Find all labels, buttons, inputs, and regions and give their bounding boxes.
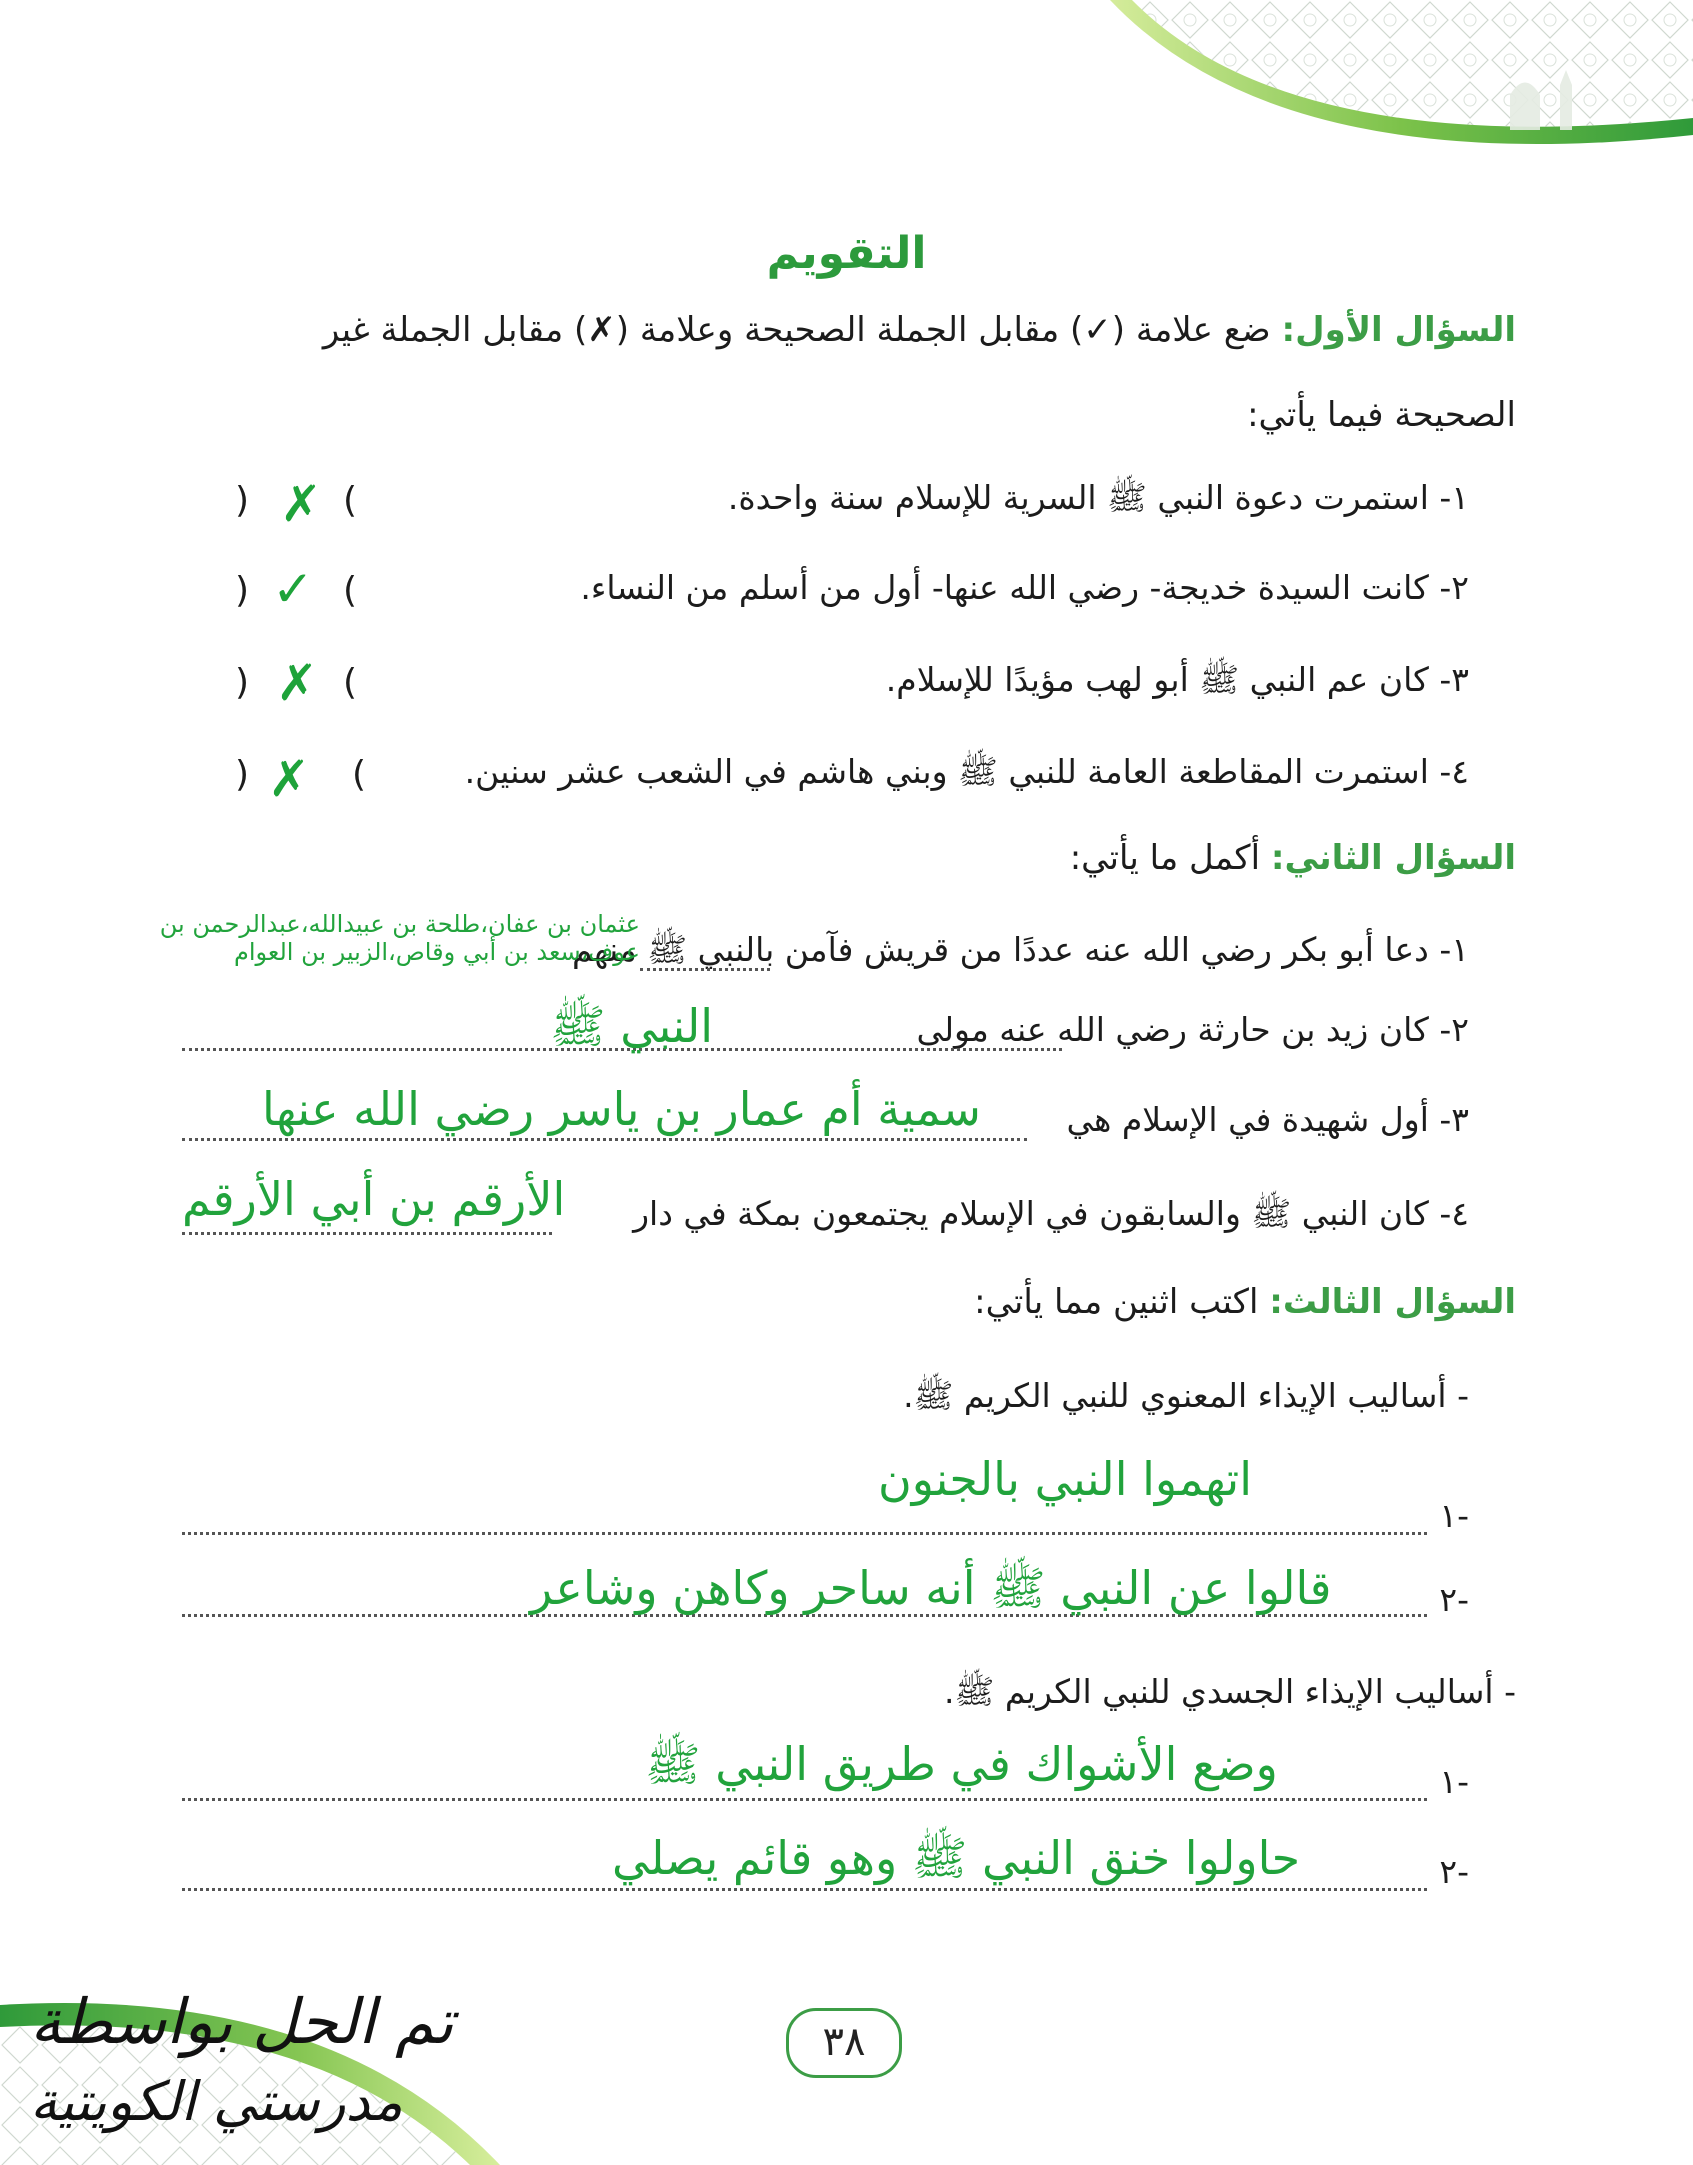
q3-s1-answer-1: اتهموا النبي بالجنون xyxy=(878,1452,1253,1506)
q2-item-1: ١- دعا أبو بكر رضي الله عنه عددًا من قريش فآمن بالنبي ﷺ منهم xyxy=(571,930,1469,969)
q1-item-3: ٣- كان عم النبي ﷺ أبو لهب مؤيدًا للإسلام. xyxy=(885,660,1469,699)
corner-decoration-top xyxy=(1090,0,1693,180)
q3-s1-answer-1-dots xyxy=(182,1532,1427,1535)
paren-open: ( xyxy=(343,570,358,611)
q3-section-2-heading: - أساليب الإيذاء الجسدي للنبي الكريم ﷺ. xyxy=(944,1672,1516,1711)
q1-label: السؤال الأول: xyxy=(1281,310,1516,350)
cross-mark-icon: ✗ xyxy=(280,475,322,533)
q2-item-1-dots xyxy=(640,968,770,971)
paren-open: ( xyxy=(352,754,367,795)
paren-close: ) xyxy=(235,570,250,611)
paren-open: ( xyxy=(343,662,358,703)
q1-item-1: ١- استمرت دعوة النبي ﷺ السرية للإسلام سنة واحدة. xyxy=(727,478,1469,517)
paren-close: ) xyxy=(235,480,250,521)
q2-instruction: أكمل ما يأتي: xyxy=(1069,838,1261,878)
cross-mark-icon: ✗ xyxy=(276,654,318,712)
q2-item-2: ٢- كان زيد بن حارثة رضي الله عنه مولى xyxy=(916,1010,1469,1049)
q2-item-4-dots xyxy=(182,1232,552,1235)
q2-item-4-answer: الأرقم بن أبي الأرقم xyxy=(182,1172,566,1226)
q2-item-1-answer-line2: عوف،سعد بن أبي وقاص،الزبير بن العوام xyxy=(233,938,640,966)
paren-open: ( xyxy=(343,480,358,521)
q2-item-3-answer: سمية أم عمار بن ياسر رضي الله عنها xyxy=(262,1082,981,1136)
q3-section-1-heading: - أساليب الإيذاء المعنوي للنبي الكريم ﷺ. xyxy=(903,1376,1469,1415)
q2-header xyxy=(1070,838,1516,878)
handwritten-note-line1: تم الحل بواسطة xyxy=(30,1985,454,2058)
paren-close: ) xyxy=(235,662,250,703)
q2-label: السؤال الثاني: xyxy=(1270,838,1516,878)
handwritten-note-line2: مدرستي الكويتية xyxy=(30,2070,403,2133)
q3-s1-answer-2-number: ٢- xyxy=(1439,1580,1469,1619)
check-mark-icon: ✓ xyxy=(272,560,314,618)
q2-item-3: ٣- أول شهيدة في الإسلام هي xyxy=(1066,1100,1469,1139)
q1-item-4: ٤- استمرت المقاطعة العامة للنبي ﷺ وبني هاشم في الشعب عشر سنين. xyxy=(464,752,1469,791)
q3-label: السؤال الثالث: xyxy=(1269,1282,1516,1322)
q3-s2-answer-2: حاولوا خنق النبي ﷺ وهو قائم يصلي xyxy=(612,1831,1301,1885)
q1-item-2: ٢- كانت السيدة خديجة- رضي الله عنها- أول من أسلم من النساء. xyxy=(580,568,1469,607)
q2-item-1-answer-line1: عثمان بن عفان،طلحة بن عبيدالله،عبدالرحمن بن xyxy=(159,910,640,938)
q3-instruction: اكتب اثنين مما يأتي: xyxy=(974,1282,1259,1322)
q3-s2-answer-1-number: ١- xyxy=(1439,1762,1469,1801)
page-title: التقويم xyxy=(766,228,927,279)
q3-s2-answer-1: وضع الأشواك في طريق النبي ﷺ xyxy=(645,1737,1278,1791)
q3-s1-answer-2: قالوا عن النبي ﷺ أنه ساحر وكاهن وشاعر xyxy=(530,1561,1332,1615)
paren-close: ) xyxy=(235,754,250,795)
q2-item-1-answer xyxy=(30,910,640,966)
q2-item-2-answer: النبي ﷺ xyxy=(550,999,714,1053)
q1-instruction-line2: الصحيحة فيما يأتي: xyxy=(1247,395,1516,435)
q2-item-4: ٤- كان النبي ﷺ والسابقون في الإسلام يجتمعون بمكة في دار xyxy=(633,1194,1469,1233)
q3-s1-answer-1-number: ١- xyxy=(1439,1496,1469,1535)
q1-instruction-line1: ضع علامة (✓) مقابل الجملة الصحيحة وعلامة (✗) مقابل الجملة غير xyxy=(322,310,1271,350)
q3-s2-answer-2-number: ٢- xyxy=(1439,1852,1469,1891)
q1-header xyxy=(323,310,1516,350)
q2-item-3-dots xyxy=(182,1138,1027,1141)
q3-header xyxy=(974,1282,1516,1322)
page-number: ٣٨ xyxy=(786,2008,902,2078)
cross-mark-icon: ✗ xyxy=(268,750,310,808)
